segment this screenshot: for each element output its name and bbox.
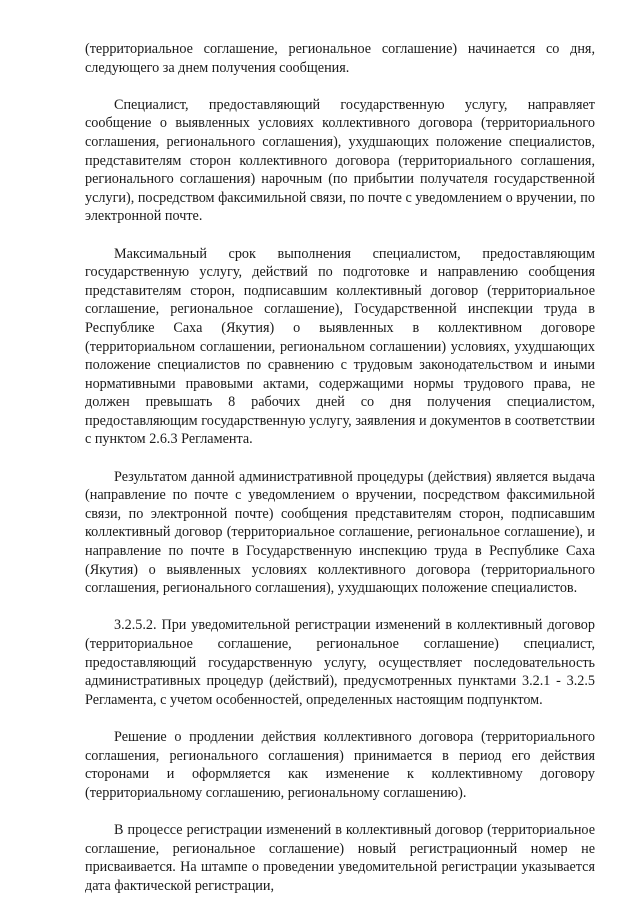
paragraph-6: Решение о продлении действия коллективного договора (территориального соглашения, регионального соглашения) принимается в период его действия сторонами и оформляется как изменение к коллективному договору (территориальному соглашению, региональному соглашению).	[85, 728, 595, 801]
document-page	[85, 40, 595, 914]
paragraph-2: Специалист, предоставляющий государственную услугу, направляет сообщение о выявленных условиях коллективного договора (территориального соглашения, регионального соглашения), ухудшающих положение специалистов, представителям сторон коллективного договора (территориального соглашения, регионального соглашения) нарочным (по прибытии получателя государственной услуги), посредством факсимильной связи, по почте с уведомлением о вручении, по электронной почте.	[85, 96, 595, 225]
paragraph-5: 3.2.5.2. При уведомительной регистрации изменений в коллективный договор (территориальное соглашение, региональное соглашение) специалист, предоставляющий государственную услугу, осуществляет последовательность административных процедур (действий), предусмотренных пунктами 3.2.1 - 3.2.5 Регламента, с учетом особенностей, определенных настоящим подпунктом.	[85, 617, 595, 708]
paragraph-3: Максимальный срок выполнения специалистом, предоставляющим государственную услугу, действий по подготовке и направлению сообщения представителям сторон, подписавшим коллективный договор (территориальное соглашение, региональное соглашение), Государственной инспекции труда в Республике Саха (Якутия) о выявленных в коллективном договоре (территориальном соглашении, региональном соглашении) условиях, ухудшающих положение специалистов по сравнению с трудовым законодательством и иными нормативными правовыми актами, содержащими нормы трудового права, не должен превышать 8 рабочих дней со дня получения специалистом, предоставляющим государственную услугу, заявления и документов в соответствии с пунктом 2.6.3 Регламента.	[85, 245, 595, 448]
paragraph-1: (территориальное соглашение, региональное соглашение) начинается со дня, следующего за днем получения сообщения.	[85, 41, 595, 76]
paragraph-7: В процессе регистрации изменений в коллективный договор (территориальное соглашение, региональное соглашение) новый регистрационный номер не присваивается. На штампе о проведении уведомительной регистрации указывается дата фактической регистрации,	[85, 821, 595, 894]
paragraph-4: Результатом данной административной процедуры (действия) является выдача (направление по почте с уведомлением о вручении, посредством факсимильной связи, по электронной почте) сообщения представителям сторон, подписавшим коллективный договор (территориальное соглашение, региональное соглашение), и направление по почте в Государственную инспекцию труда в Республике Саха (Якутия) о выявленных условиях коллективного договора (территориального соглашения, регионального соглашения), ухудшающих положение специалистов.	[85, 468, 595, 597]
